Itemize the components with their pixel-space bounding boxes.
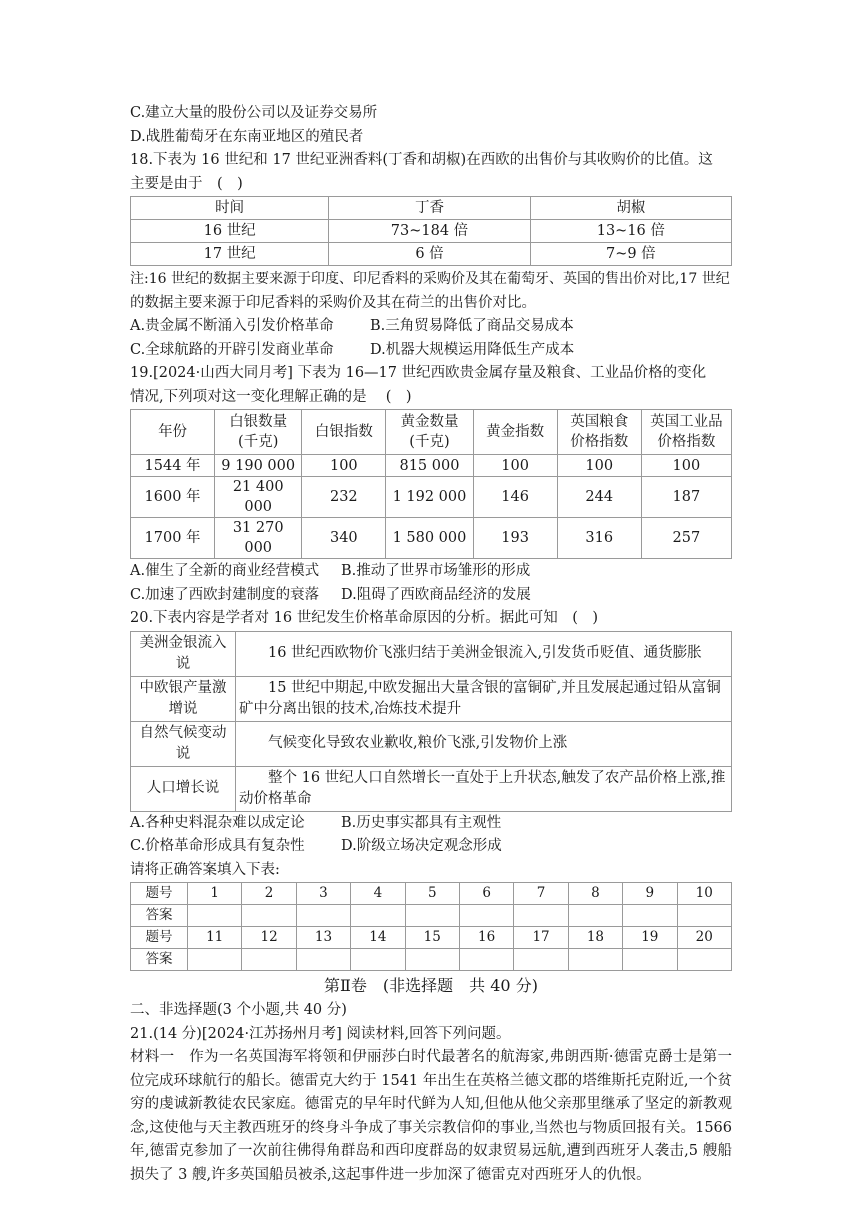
table-header-cell: 丁香 [329, 197, 530, 220]
table-cell: 17 [514, 927, 568, 949]
q19-table [130, 409, 732, 559]
table-cell: 气候变化导致农业歉收,粮价飞涨,引发物价上涨 [236, 721, 732, 766]
table-cell: 人口增长说 [131, 766, 236, 811]
table-row [131, 927, 732, 949]
q18-option-b: B.三角贸易降低了商品交易成本 [370, 318, 574, 334]
q18-options-row1 [130, 315, 732, 339]
table-cell: 6 [459, 883, 513, 905]
table-cell: 16 [459, 927, 513, 949]
answer-cell[interactable] [568, 905, 622, 927]
q19-options-row2 [130, 584, 732, 608]
table-cell: 7~9 倍 [530, 243, 731, 266]
answer-cell[interactable] [677, 905, 731, 927]
answer-label-answer: 答案 [131, 949, 188, 971]
q21-stem: 21.(14 分)[2024·江苏扬州月考] 阅读材料,回答下列问题。 [130, 1025, 511, 1042]
q18-option-c: C.全球航路的开辟引发商业革命 [130, 341, 334, 358]
q20-options-row1 [130, 812, 732, 836]
table-cell: 146 [473, 477, 557, 518]
table-cell: 187 [641, 477, 731, 518]
table-header-cell: 英国工业品 价格指数 [641, 410, 731, 455]
answer-cell[interactable] [568, 949, 622, 971]
table-cell: 257 [641, 518, 731, 559]
table-cell: 73~184 倍 [329, 220, 530, 243]
table-cell: 316 [557, 518, 641, 559]
table-row [131, 518, 732, 559]
table-row [131, 905, 732, 927]
table-header-cell: 白银指数 [302, 410, 386, 455]
answer-label-answer: 答案 [131, 905, 188, 927]
answer-cell[interactable] [405, 905, 459, 927]
table-row [131, 883, 732, 905]
table-row [131, 631, 732, 676]
table-row [131, 455, 732, 477]
q19-option-b: B.推动了世界市场雏形的形成 [341, 563, 531, 579]
table-cell: 100 [557, 455, 641, 477]
table-cell: 2 [242, 883, 296, 905]
table-header-cell: 时间 [131, 197, 329, 220]
table-cell: 815 000 [386, 455, 473, 477]
table-cell: 中欧银产量激增说 [131, 676, 236, 721]
table-cell: 100 [473, 455, 557, 477]
q18-stem-line1: 18.下表为 16 世纪和 17 世纪亚洲香料(丁香和胡椒)在西欧的出售价与其收购价的比值。这 [130, 152, 713, 168]
answer-cell[interactable] [351, 905, 405, 927]
q18-note-line1: 注:16 世纪的数据主要来源于印度、印尼香料的采购价及其在葡萄牙、英国的售出价对比,17 世纪 [130, 271, 730, 287]
table-cell: 16 世纪西欧物价飞涨归结于美洲金银流入,引发货币贬值、通货膨胀 [236, 631, 732, 676]
table-cell: 100 [641, 455, 731, 477]
table-cell: 13~16 倍 [530, 220, 731, 243]
q18-note-line2: 的数据主要来源于印尼香料的采购价及其在荷兰的出售价对比。 [130, 294, 536, 311]
table-cell: 9 190 000 [215, 455, 302, 477]
table-row [131, 721, 732, 766]
q19-options-row1 [130, 560, 732, 584]
q20-stem: 20.下表内容是学者对 16 世纪发生价格革命原因的分析。据此可知 ( ) [130, 610, 599, 626]
q19-stem-line1: 19.[2024·山西大同月考] 下表为 16—17 世纪西欧贵金属存量及粮食、工业品价格的变化 [130, 365, 707, 381]
table-header-cell: 黄金数量 (千克) [386, 410, 473, 455]
table-cell: 1544 年 [131, 455, 215, 477]
table-cell: 7 [514, 883, 568, 905]
q19-option-d: D.阻碍了西欧商品经济的发展 [341, 586, 531, 603]
table-cell: 14 [351, 927, 405, 949]
q19-stem-line2: 情况,下列项对这一变化理解正确的是 ( ) [130, 388, 412, 405]
table-cell: 1 580 000 [386, 518, 473, 559]
table-cell: 整个 16 世纪人口自然增长一直处于上升状态,触发了农产品价格上涨,推动价格革命 [236, 766, 732, 811]
table-cell: 6 倍 [329, 243, 530, 266]
exam-page [130, 102, 732, 1187]
table-row [131, 949, 732, 971]
q20-table [130, 631, 732, 812]
table-cell: 1700 年 [131, 518, 215, 559]
table-header-cell: 胡椒 [530, 197, 731, 220]
answer-cell[interactable] [188, 949, 242, 971]
answer-cell[interactable] [677, 949, 731, 971]
q18-stem-line2: 主要是由于 ( ) [130, 175, 243, 192]
answer-table-prompt: 请将正确答案填入下表: [130, 861, 280, 878]
answer-cell[interactable] [623, 949, 677, 971]
table-cell: 100 [302, 455, 386, 477]
table-header-row [131, 410, 732, 455]
table-cell: 8 [568, 883, 622, 905]
table-row [131, 676, 732, 721]
table-row [131, 243, 732, 266]
answer-cell[interactable] [296, 905, 350, 927]
table-cell: 13 [296, 927, 350, 949]
q18-option-a: A.贵金属不断涌入引发价格革命 [130, 318, 334, 334]
table-cell: 232 [302, 477, 386, 518]
q19-option-a: A.催生了全新的商业经营模式 [130, 563, 320, 579]
table-cell: 美洲金银流入说 [131, 631, 236, 676]
answer-cell[interactable] [242, 949, 296, 971]
table-cell: 1 [188, 883, 242, 905]
answer-label-number: 题号 [131, 927, 188, 949]
table-header-cell: 白银数量 (千克) [215, 410, 302, 455]
table-row [131, 477, 732, 518]
table-cell: 3 [296, 883, 350, 905]
table-cell: 自然气候变动说 [131, 721, 236, 766]
table-row [131, 220, 732, 243]
q20-options-row2 [130, 835, 732, 859]
answer-cell[interactable] [514, 905, 568, 927]
answer-cell[interactable] [623, 905, 677, 927]
table-cell: 19 [623, 927, 677, 949]
table-cell: 9 [623, 883, 677, 905]
table-cell: 12 [242, 927, 296, 949]
table-cell: 18 [568, 927, 622, 949]
table-cell: 1600 年 [131, 477, 215, 518]
table-cell: 17 世纪 [131, 243, 329, 266]
answer-cell[interactable] [242, 905, 296, 927]
table-cell: 5 [405, 883, 459, 905]
q17-option-c: C.建立大量的股份公司以及证券交易所 [130, 105, 378, 121]
q19-option-c: C.加速了西欧封建制度的衰落 [130, 586, 320, 603]
answer-table [130, 882, 732, 971]
answer-cell[interactable] [514, 949, 568, 971]
q20-option-b: B.历史事实都具有主观性 [341, 814, 502, 831]
q20-option-c: C.价格革命形成具有复杂性 [130, 838, 305, 854]
q18-option-d: D.机器大规模运用降低生产成本 [370, 341, 575, 358]
answer-label-number: 题号 [131, 883, 188, 905]
q17-option-d: D.战胜葡萄牙在东南亚地区的殖民者 [130, 128, 364, 145]
answer-cell[interactable] [296, 949, 350, 971]
table-cell: 21 400 000 [215, 477, 302, 518]
answer-cell[interactable] [188, 905, 242, 927]
answer-cell[interactable] [405, 949, 459, 971]
part2-section-heading: 二、非选择题(3 个小题,共 40 分) [130, 1002, 347, 1018]
part2-title: 第Ⅱ卷 (非选择题 共 40 分) [324, 976, 538, 995]
table-cell: 1 192 000 [386, 477, 473, 518]
table-header-cell: 年份 [131, 410, 215, 455]
table-cell: 31 270 000 [215, 518, 302, 559]
table-header-row [131, 197, 732, 220]
table-cell: 193 [473, 518, 557, 559]
q18-table [130, 196, 732, 266]
table-cell: 16 世纪 [131, 220, 329, 243]
table-cell: 4 [351, 883, 405, 905]
q20-option-d: D.阶级立场决定观念形成 [341, 838, 502, 854]
table-cell: 340 [302, 518, 386, 559]
table-cell: 244 [557, 477, 641, 518]
table-row [131, 766, 732, 811]
q20-option-a: A.各种史料混杂难以成定论 [130, 814, 305, 831]
table-cell: 10 [677, 883, 731, 905]
table-cell: 20 [677, 927, 731, 949]
table-header-cell: 英国粮食 价格指数 [557, 410, 641, 455]
table-header-cell: 黄金指数 [473, 410, 557, 455]
table-cell: 15 [405, 927, 459, 949]
answer-cell[interactable] [351, 949, 405, 971]
answer-cell[interactable] [459, 905, 513, 927]
answer-cell[interactable] [459, 949, 513, 971]
q21-material-1: 材料一 作为一名英国海军将领和伊丽莎白时代最著名的航海家,弗朗西斯·德雷克爵士是第一位完成环球航行的船长。德雷克大约于 1541 年出生在英格兰德文郡的塔维斯托克附近,一个贫穷的虔诚新教徒农民家庭。德雷克的早年时代鲜为人知,但他从他父亲那里继承了坚定的新教观念,这使他与天主教西班牙的终身斗争成了事关宗教信仰的事业,当然也与物质回报有关。1566 年,德雷克参加了一次前往佛得角群岛和西印度群岛的奴隶贸易远航,遭到西班牙人袭击,5 艘船损失了 3 艘,许多英国船员被杀,这起事件进一步加深了德雷克对西班牙人的仇恨。 [130, 1049, 732, 1183]
table-cell: 15 世纪中期起,中欧发掘出大量含银的富铜矿,并且发展起通过铅从富铜矿中分离出银的技术,冶炼技术提升 [236, 676, 732, 721]
table-cell: 11 [188, 927, 242, 949]
q18-options-row2 [130, 339, 732, 363]
